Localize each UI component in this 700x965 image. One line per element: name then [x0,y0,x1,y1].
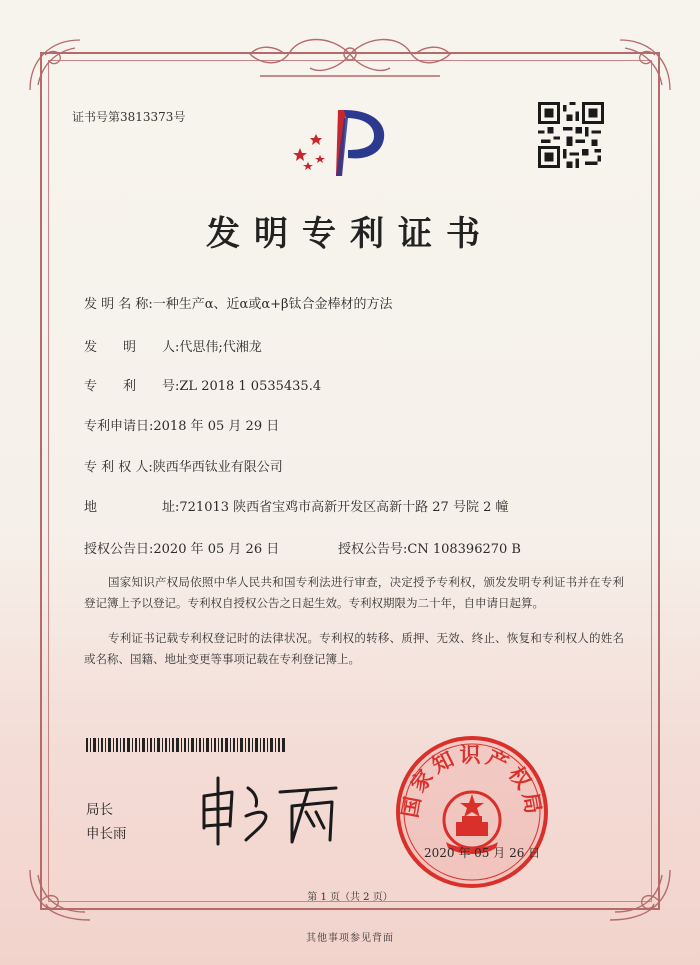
inner-border [48,60,652,902]
field-label: 地 址: [84,500,180,515]
field-inventors [84,336,262,355]
field-patent-number [84,375,321,394]
field-value: 一种生产α、近α或α+β钛合金棒材的方法 [152,297,393,312]
field-label: 授权公告号: [338,542,408,557]
paragraph-legal-status: 专利证书记载专利权登记时的法律状况。专利权的转移、质押、无效、终止、恢复和专利权人的姓名或名称、国籍、地址变更等事项记载在专利登记簿上。 [84,631,624,666]
barcode-icon [86,738,286,752]
field-value: 721013 陕西省宝鸡市高新开发区高新十路 27 号院 2 幢 [179,500,509,515]
page-indicator: 第 1 页（共 2 页） [307,892,393,903]
paragraph-grant-statement: 国家知识产权局依照中华人民共和国专利法进行审查，决定授予专利权，颁发发明专利证书并在专利登记簿上予以登记。专利权自授权公告之日起生效。专利权期限为二十年，自申请日起算。 [84,575,624,610]
seal-text: 国家知识产权局 [396,742,548,820]
field-label: 发 明 人: [84,340,180,355]
field-label: 授权公告日: [84,542,154,557]
seal-date: 2020 年 05 月 26 日 [424,846,541,860]
qr-code-icon [538,102,604,168]
field-grant-announcement-date [84,538,279,557]
field-grant-announcement-number [338,538,521,557]
certificate-number: 证书号第3813373号 [72,110,186,124]
seal-icon [392,732,552,892]
top-ornament [240,24,460,84]
field-value: 陕西华西钛业有限公司 [152,460,283,475]
field-label: 发 明 名 称: [84,297,153,312]
signature-icon [196,770,346,850]
field-application-date [84,415,279,434]
field-label: 专 利 权 人: [84,460,153,475]
field-value: 代思伟;代湘龙 [179,340,262,355]
logo-emblem-icon [286,100,396,182]
field-patentee [84,456,283,475]
field-value: ZL 2018 1 0535435.4 [179,379,322,394]
field-value: 2020 年 05 月 26 日 [153,542,280,557]
corner-ornament-top-left [20,30,90,100]
field-label: 专 利 号: [84,379,180,394]
field-invention-name [84,293,393,312]
footer-note: 其他事项参见背面 [306,933,394,944]
certificate-title: 发明专利证书 [206,214,494,254]
field-value: 2018 年 05 月 29 日 [153,419,280,434]
field-value: CN 108396270 B [407,542,521,557]
director-title: 局长 [86,802,113,818]
corner-ornament-top-right [610,30,680,100]
director-name: 申长雨 [86,826,127,842]
field-address [84,496,509,515]
field-label: 专利申请日: [84,419,154,434]
